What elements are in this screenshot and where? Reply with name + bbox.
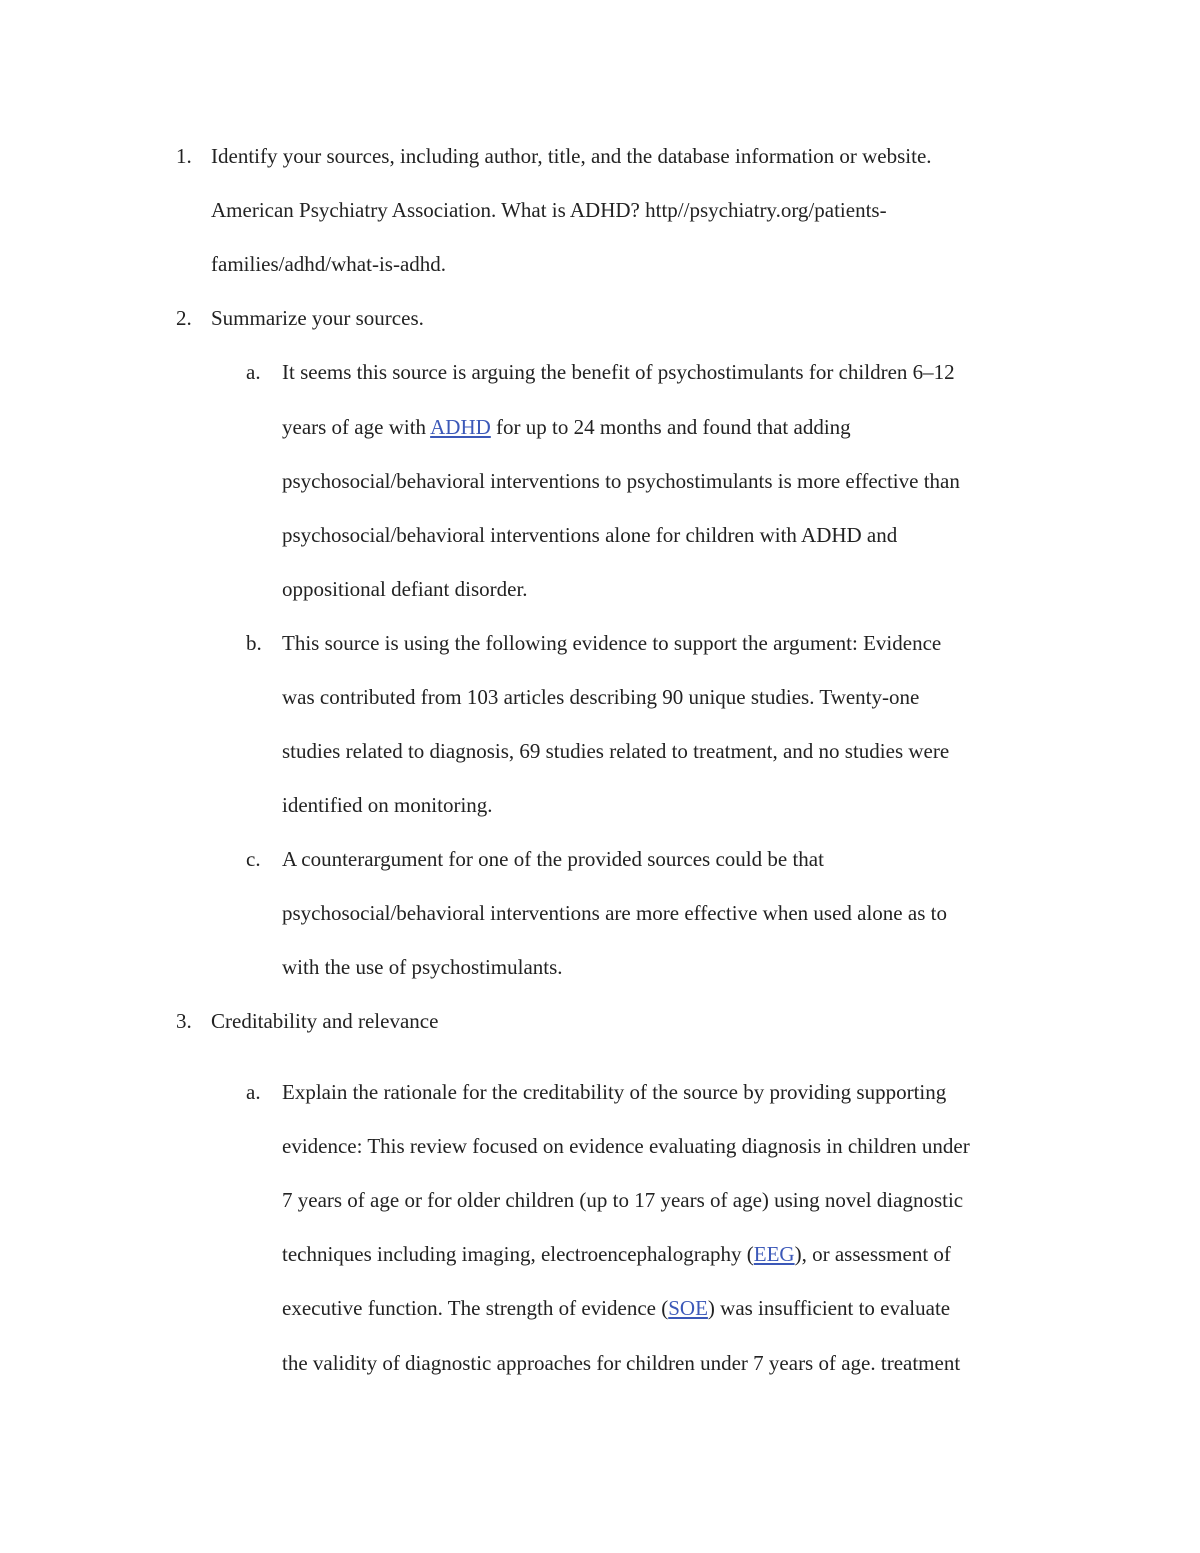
item2-label: Summarize your sources. [211, 306, 424, 330]
item2b-line-2: was contributed from 103 articles describing 90 unique studies. Twenty-one [282, 685, 920, 709]
list-number-2: 2. [176, 306, 192, 330]
item2a-line-2-pre: years of age with [282, 415, 431, 439]
eeg-link[interactable]: EEG [753, 1242, 795, 1266]
item3a-line-5-post: ) was insufficient to evaluate [707, 1296, 951, 1320]
item2a-line-4: psychosocial/behavioral interventions alone for children with ADHD and [282, 523, 898, 547]
item3a-line-4-post: ), or assessment of [794, 1242, 951, 1266]
item2b-line-4: identified on monitoring. [282, 793, 493, 817]
item1-line-2: American Psychiatry Association. What is ADHD? http//psychiatry.org/patients- [211, 198, 887, 222]
item3a-line-5 [282, 1294, 950, 1322]
item2c-line-3: with the use of psychostimulants. [282, 955, 563, 979]
item3a-line-3: 7 years of age or for older children (up to 17 years of age) using novel diagnostic [282, 1188, 964, 1212]
item3-label: Creditability and relevance [211, 1009, 439, 1033]
item3a-line-2: evidence: This review focused on evidence evaluating diagnosis in children under [282, 1134, 970, 1158]
item3a-line-5-pre: executive function. The strength of evidence ( [282, 1296, 669, 1320]
item3a-line-4 [282, 1240, 951, 1268]
list-number-3: 3. [176, 1009, 192, 1033]
item2a-line-2 [282, 413, 851, 441]
adhd-link[interactable]: ADHD [430, 415, 491, 439]
item3a-line-6: the validity of diagnostic approaches for children under 7 years of age. treatment [282, 1351, 961, 1375]
sublist-letter-2a: a. [246, 360, 261, 384]
item1-line-3: families/adhd/what-is-adhd. [211, 252, 447, 276]
sublist-letter-3a: a. [246, 1080, 261, 1104]
item3a-line-4-pre: techniques including imaging, electroencephalography ( [282, 1242, 754, 1266]
item2b-line-1: This source is using the following evidence to support the argument: Evidence [282, 631, 942, 655]
item2a-line-5: oppositional defiant disorder. [282, 577, 528, 601]
list-number-1: 1. [176, 144, 192, 168]
item2a-line-2-post: for up to 24 months and found that adding [490, 415, 851, 439]
item2a-line-3: psychosocial/behavioral interventions to psychostimulants is more effective than [282, 469, 960, 493]
item2b-line-3: studies related to diagnosis, 69 studies related to treatment, and no studies were [282, 739, 950, 763]
sublist-letter-2c: c. [246, 847, 261, 871]
soe-link[interactable]: SOE [668, 1296, 708, 1320]
item1-line-1: Identify your sources, including author, title, and the database information or website. [211, 144, 932, 168]
sublist-letter-2b: b. [246, 631, 262, 655]
item3a-line-1: Explain the rationale for the creditability of the source by providing supporting [282, 1080, 947, 1104]
item2c-line-1: A counterargument for one of the provided sources could be that [282, 847, 824, 871]
item2c-line-2: psychosocial/behavioral interventions are more effective when used alone as to [282, 901, 947, 925]
item2a-line-1: It seems this source is arguing the benefit of psychostimulants for children 6–12 [282, 360, 955, 384]
